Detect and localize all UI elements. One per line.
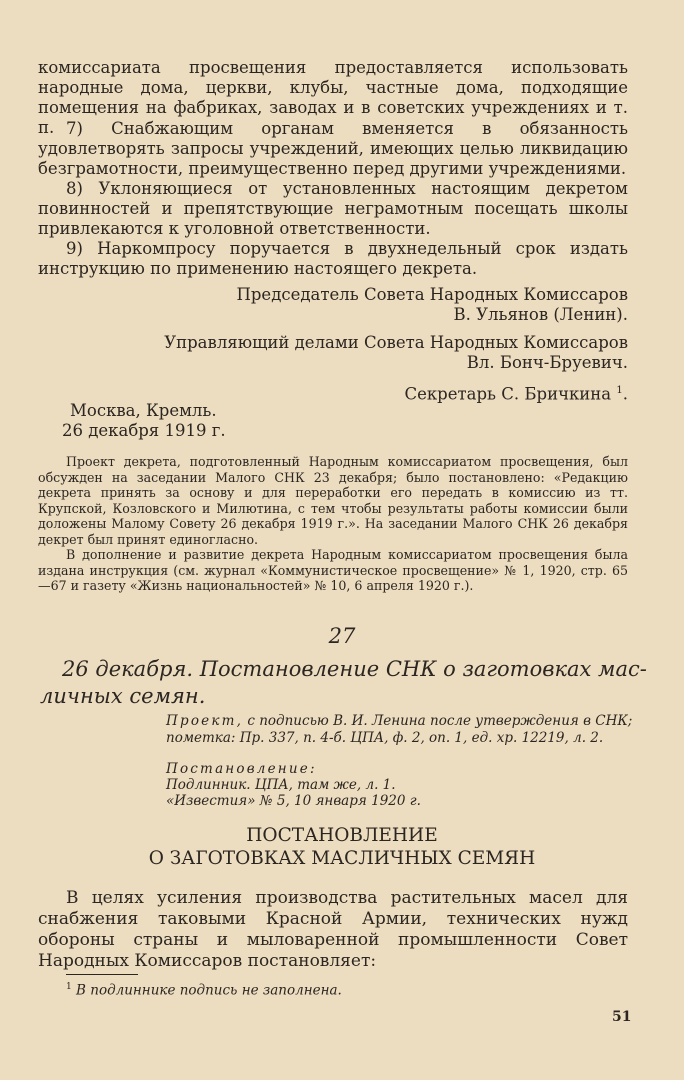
footnote-mark: 1 <box>66 982 72 992</box>
paragraph-9: 9) Наркомпросу поручается в двухнедельный срок издать инструкцию по применению настоящего декрета. <box>38 239 628 278</box>
paragraph-6-continuation: комиссариата просвещения предоставляется использовать народные дома, церкви, клубы, частные дома, подходящие помещения на фабриках, заводах и в советских учреждениях и т. п. <box>38 58 628 137</box>
manager-title: Управляющий делами Совета Народных Комиссаров <box>164 333 628 352</box>
archival-meta-izvestia: «Известия» № 5, 10 января 1920 г. <box>166 793 421 809</box>
secretary-footnote-ref: 1 <box>616 385 623 396</box>
decree-title-line1: ПОСТАНОВЛЕНИЕ <box>246 825 438 846</box>
decree-title-line2: О ЗАГОТОВКАХ МАСЛИЧНЫХ СЕМЯН <box>148 848 536 869</box>
meta-draft-word: Проект, <box>166 713 244 729</box>
footnote-divider <box>66 974 138 975</box>
archival-meta-original: Подлинник. ЦПА, там же, л. 1. <box>166 777 396 793</box>
paragraph-8: 8) Уклоняющиеся от установленных настоящим декретом повинностей и препятствующие неграмотным посещать школы привлекаются к уголовной ответственности. <box>38 179 628 238</box>
document-heading-line1: 26 декабря. Постановление СНК о заготовках мас- <box>62 657 647 681</box>
date: 26 декабря 1919 г. <box>62 421 226 440</box>
archival-meta-decree-label: Постановление: <box>166 761 317 777</box>
document-heading-line2: личных семян. <box>40 684 206 708</box>
footnote <box>66 978 342 1000</box>
chair-name: В. Ульянов (Ленин). <box>453 305 628 324</box>
secretary-end: . <box>622 384 628 404</box>
meta-draft-rest: с подписью В. И. Ленина после утверждения в СНК; пометка: Пр. 337, п. 4-б. ЦПА, ф. 2, оп. 1, ед. хр. 12219, л. 2. <box>166 713 633 746</box>
secretary-text: Секретарь С. Бричкина <box>404 384 612 404</box>
editorial-note-2: В дополнение и развитие декрета Народным комиссариатом просвещения была издана инструкция (см. журнал «Коммунистическое просвещение» № 1, 1920, стр. 65—67 и газету «Жизнь национальностей» № 10, 6 апреля 1920 г.). <box>38 547 628 593</box>
footnote-text: В подлиннике подпись не заполнена. <box>76 982 342 999</box>
manager-name: Вл. Бонч-Бруевич. <box>466 353 628 372</box>
place: Москва, Кремль. <box>70 401 217 420</box>
paragraph-7: 7) Снабжающим органам вменяется в обязанность удовлетворять запросы учреждений, имеющих целью ликвидацию безграмотности, преимущественно перед другими учреждениями. <box>38 119 628 178</box>
document-number: 27 <box>328 624 356 648</box>
secretary-signature <box>404 381 628 405</box>
chair-title: Председатель Совета Народных Комиссаров <box>236 285 628 304</box>
page-number: 51 <box>612 1009 632 1025</box>
editorial-note-1: Проект декрета, подготовленный Народным комиссариатом просвещения, был обсужден на заседании Малого СНК 23 декабря; было постановлено: «Редакцию декрета принять за основу и для переработки его передать в комиссию из тт. Крупской, Козловского и Милютина, с тем чтобы результаты работы комиссии были доложены Малому Совету 26 декабря 1919 г.». На заседании Малого СНК 26 декабря декрет был принят единогласно. <box>38 454 628 547</box>
decree-body: В целях усиления производства растительных масел для снабжения таковыми Красной Армии, технических нужд обороны страны и мыловаренной промышленности Совет Народных Комиссаров постановляет: <box>38 888 628 971</box>
archival-meta-draft <box>166 713 636 746</box>
